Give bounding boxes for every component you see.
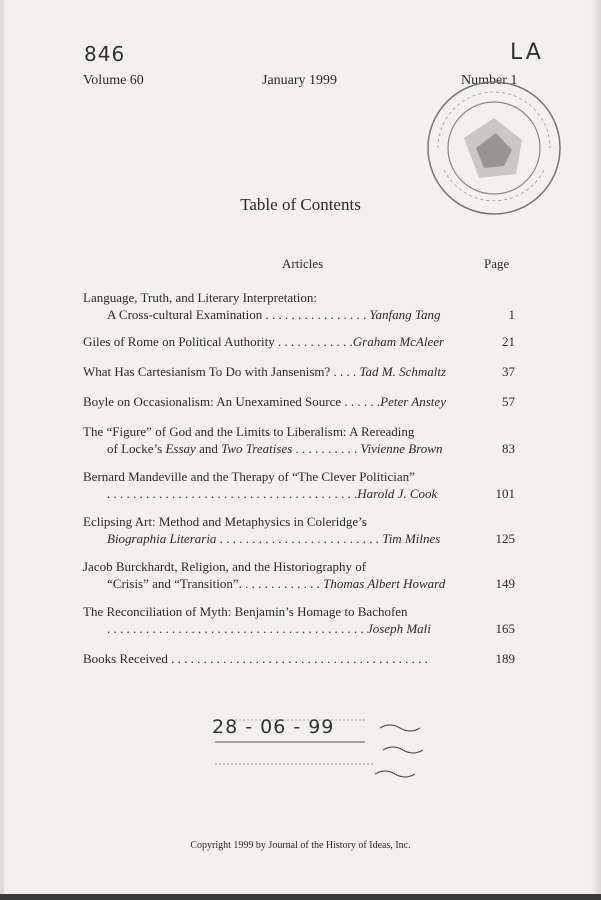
articles-column-header: Articles (282, 256, 324, 271)
entry-title-cont: of Locke’s (107, 441, 166, 456)
entry-title-line (83, 650, 515, 667)
issue-date: January 1999 (262, 73, 338, 88)
entry-title-line (83, 333, 515, 350)
entry-title-line (83, 620, 515, 637)
entry-title-cont: A Cross-cultural Examination . . . . . . . . . . . . . . . . (107, 307, 370, 322)
entry-leader-dots: . . . . . . . . . . . . . . . . . . . . . . . . . (216, 531, 383, 546)
entry-page: 149 (495, 576, 515, 591)
toc-entry (83, 393, 515, 410)
entry-conjunction: and (195, 441, 222, 456)
page-column-header: Page (484, 256, 510, 271)
entry-page: 189 (495, 651, 515, 666)
entry-title-line (83, 575, 515, 592)
entry-title-line: The “Figure” of God and the Limits to Liberalism: A Rereading (83, 424, 415, 439)
toc-entry (83, 289, 515, 323)
entry-leader-dots: . . . . . . . . . . . . . . . . . . . . . . . . . . . . . . . . . . . . . . . . (107, 621, 367, 636)
entry-page: 101 (495, 486, 515, 501)
entry-author: Joseph Mali (367, 621, 431, 636)
entry-title: What Has Cartesianism To Do with Jansenism? . . . . (83, 364, 360, 379)
handwritten-code: LA (510, 40, 544, 65)
toc-entry (83, 468, 515, 502)
toc-entry (83, 558, 515, 592)
toc-entry (83, 650, 515, 667)
entry-page: 21 (502, 334, 515, 349)
entry-title: Giles of Rome on Political Authority . . . . . . . . . . . . (83, 334, 353, 349)
entry-page: 57 (502, 394, 515, 409)
entry-author: Tad M. Schmaltz (359, 364, 447, 379)
entry-title-cont: “Crisis” and “Transition”. . . . . . . . . . . . . (107, 576, 324, 591)
entry-title-line (83, 306, 515, 323)
entry-title: Books Received . . . . . . . . . . . . . . . . . . . . . . . . . . . . . . . . . . . . . . . . (83, 651, 428, 666)
registration-stamp-icon (205, 700, 445, 790)
entry-title-line (83, 530, 515, 547)
toc-entry (83, 513, 515, 547)
entry-page: 83 (502, 441, 515, 456)
entry-book-title: Essay (165, 441, 196, 456)
entry-title-line: Jacob Burckhardt, Religion, and the Historiography of (83, 559, 367, 574)
issue-number: Number 1 (461, 73, 518, 88)
entry-author: Yanfang Tang (369, 307, 441, 322)
entry-author: Graham McAleer (352, 334, 445, 349)
entry-leader-dots: . . . . . . . . . . (292, 441, 361, 456)
entry-author: Peter Anstey (380, 394, 446, 409)
entry-title-line (83, 393, 515, 410)
toc-entry (83, 333, 515, 350)
entry-book-title: Two Treatises (221, 441, 293, 456)
entry-title-line: Language, Truth, and Literary Interpretation: (83, 290, 317, 305)
entry-author: Vivienne Brown (360, 441, 443, 456)
entry-book-title: Biographia Literaria (107, 531, 217, 546)
entry-title-line: Bernard Mandeville and the Therapy of “The Clever Politician” (83, 469, 415, 484)
toc-entry (83, 603, 515, 637)
copyright-notice: Copyright 1999 by Journal of the History of Ideas, Inc. (190, 840, 411, 851)
handwritten-receipt-date: 28 - 06 - 99 (212, 716, 335, 738)
entry-page: 1 (508, 307, 515, 322)
entry-author: Tim Milnes (382, 531, 441, 546)
entry-leader-dots: . . . . . . . . . . . . . . . . . . . . . . . . . . . . . . . . . . . . . . . (107, 486, 358, 501)
entry-title-line (83, 440, 515, 457)
page-left-edge (0, 0, 4, 900)
volume-label: Volume 60 (83, 73, 144, 88)
page-bottom-edge (0, 894, 601, 900)
entry-title-line (83, 363, 515, 380)
entry-author: Harold J. Cook (357, 486, 438, 501)
page-title: Table of Contents (240, 195, 361, 214)
entry-title-line (83, 485, 515, 502)
handwritten-shelf-number: 846 (84, 42, 126, 66)
entry-page: 37 (502, 364, 515, 379)
toc-entry (83, 423, 515, 457)
entry-page: 165 (495, 621, 515, 636)
entry-title-line: Eclipsing Art: Method and Metaphysics in Coleridge’s (83, 514, 367, 529)
entry-author: Thomas Albert Howard (323, 576, 446, 591)
toc-entry (83, 363, 515, 380)
entry-page: 125 (495, 531, 515, 546)
page-right-edge (591, 0, 601, 900)
entry-title: Boyle on Occasionalism: An Unexamined Source . . . . . . (83, 394, 381, 409)
entry-title-line: The Reconciliation of Myth: Benjamin’s Homage to Bachofen (83, 604, 408, 619)
